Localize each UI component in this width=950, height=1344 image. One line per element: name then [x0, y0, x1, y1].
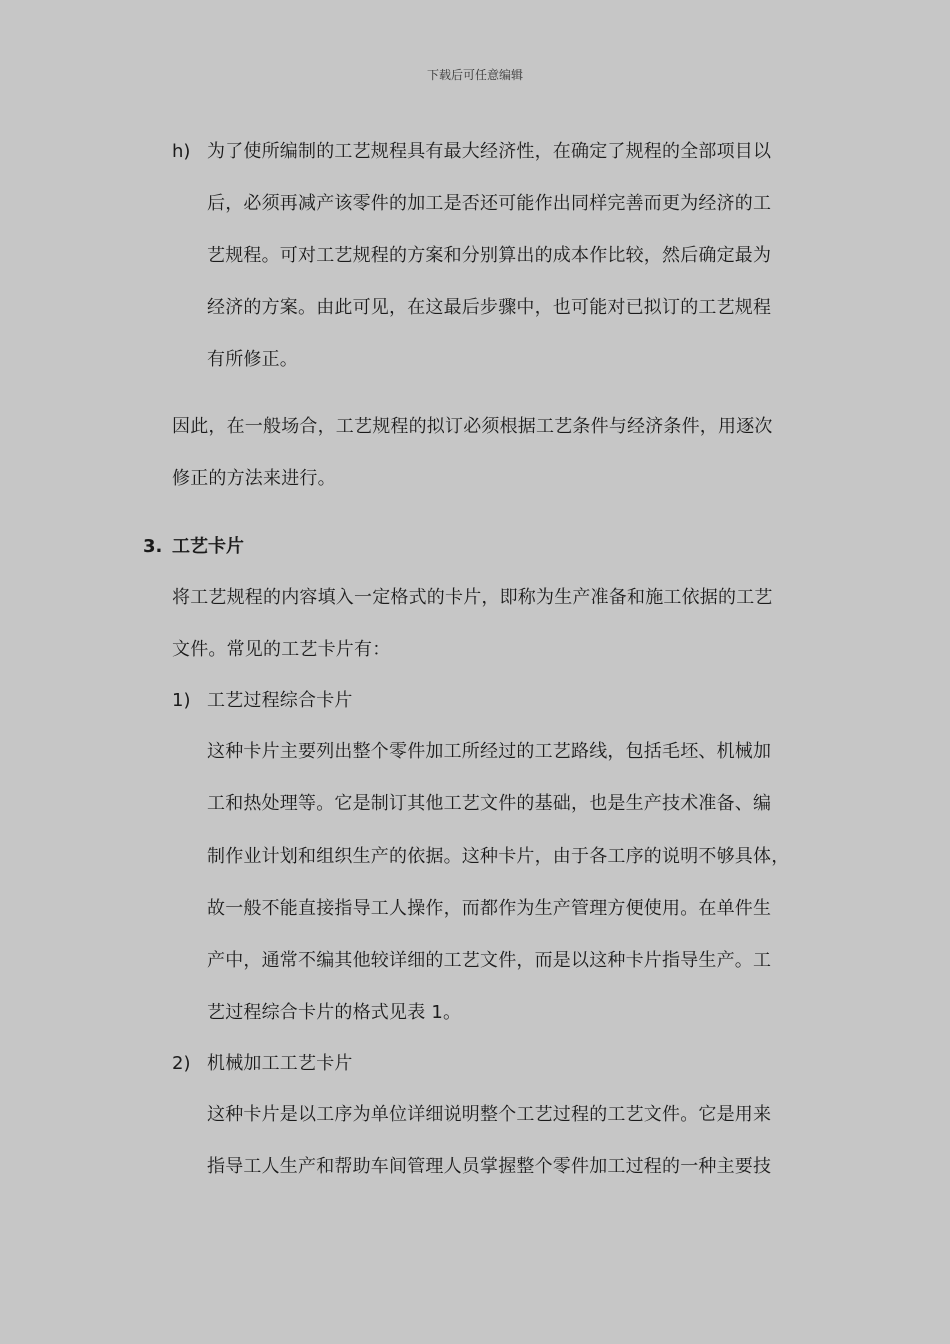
- list-marker-1: 1): [172, 690, 191, 711]
- paragraph-line: 产中，通常不编其他较详细的工艺文件，而是以这种卡片指导生产。工: [207, 950, 772, 971]
- paragraph-line: 为了使所编制的工艺规程具有最大经济性，在确定了规程的全部项目以: [207, 141, 772, 162]
- paragraph-line: 指导工人生产和帮助车间管理人员掌握整个零件加工过程的一种主要技: [207, 1156, 772, 1177]
- paragraph-line: 这种卡片是以工序为单位详细说明整个工艺过程的工艺文件。它是用来: [207, 1104, 772, 1125]
- paragraph-line: 因此，在一般场合，工艺规程的拟订必须根据工艺条件与经济条件，用逐次: [172, 416, 773, 437]
- paragraph-line: 经济的方案。由此可见，在这最后步骤中，也可能对已拟订的工艺规程: [207, 297, 772, 318]
- paragraph-line: 将工艺规程的内容填入一定格式的卡片，即称为生产准备和施工依据的工艺: [172, 587, 773, 608]
- paragraph-line: 有所修正。: [207, 349, 298, 370]
- paragraph-line: 文件。常见的工艺卡片有：: [172, 639, 391, 660]
- list-item-title: 机械加工工艺卡片: [207, 1053, 353, 1074]
- paragraph-line: 故一般不能直接指导工人操作，而都作为生产管理方便使用。在单件生: [207, 898, 772, 919]
- paragraph-line: 艺过程综合卡片的格式见表 1。: [207, 1002, 462, 1023]
- paragraph-line: 制作业计划和组织生产的依据。这种卡片，由于各工序的说明不够具体，: [207, 846, 790, 867]
- section-title: 工艺卡片: [172, 536, 244, 557]
- paragraph-line: 工和热处理等。它是制订其他工艺文件的基础，也是生产技术准备、编: [207, 793, 772, 814]
- page-header: 下载后可任意编辑: [426, 68, 523, 82]
- paragraph-line: 这种卡片主要列出整个零件加工所经过的工艺路线，包括毛坯、机械加: [207, 741, 772, 762]
- list-item-title: 工艺过程综合卡片: [207, 690, 353, 711]
- paragraph-line: 艺规程。可对工艺规程的方案和分别算出的成本作比较，然后确定最为: [207, 245, 772, 266]
- section-number: 3.: [143, 536, 163, 557]
- list-marker-2: 2): [172, 1053, 191, 1074]
- list-marker-h: h): [172, 141, 191, 162]
- paragraph-line: 后，必须再减产该零件的加工是否还可能作出同样完善而更为经济的工: [207, 193, 772, 214]
- paragraph-line: 修正的方法来进行。: [172, 468, 336, 489]
